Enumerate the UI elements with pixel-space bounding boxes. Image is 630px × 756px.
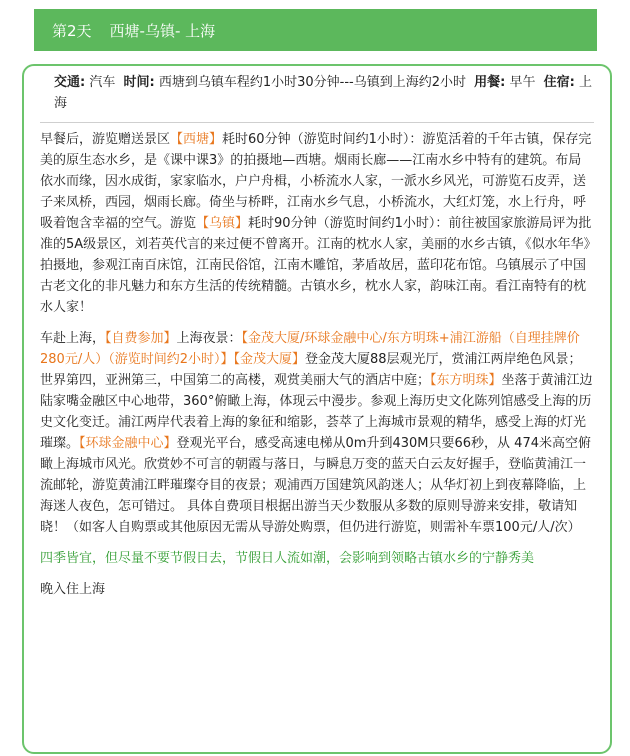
highlight-pearl-tower: 【东方明珠】	[430, 373, 502, 388]
text-segment: 坐落于黄浦江边陆家嘴金融区中心地带，360°俯瞰上海，体现云中漫步。参观上海历史文化陈列馆感受上海的历史文化变迁。浦江两岸代表着上海的象征和缩影，荟萃了上海城市景观的精华，感受上海的灯光璀璨。	[40, 373, 593, 451]
highlight-package: 【金茂大厦/环球金融中心/东方明珠+浦江游船（自理挂牌价280元/人）（游览时间约2小时）】	[40, 331, 580, 367]
text-segment: 耗时90分钟（游览时间约1小时）：前往被国家旅游局评为批准的5A级景区，刘若英代言的来过便不曾离开。江南的枕水人家，美丽的水乡古镇，《似水年华》拍摄地，参观江南百床馆，江南民俗馆，江南木雕馆，茅盾故居，蓝印花布馆。乌镇展示了中国古老文化的非凡魅力和东方生活的传统精髓。古镇水乡，枕水人家，韵味江南。看江南特有的枕水人家！	[40, 216, 592, 315]
highlight-wuzhen: 【乌镇】	[196, 216, 249, 231]
transport-label: 交通:	[54, 75, 86, 90]
season-note: 四季皆宜，但尽量不要节假日去，节假日人流如潮，会影响到领略古镇水乡的宁静秀美	[40, 551, 535, 566]
transport-value: 汽车	[89, 75, 116, 90]
itinerary-card	[22, 64, 612, 754]
text-segment: 上海夜景：	[176, 331, 242, 346]
meal-value: 早午	[509, 75, 536, 90]
stay-value: 上海	[54, 75, 593, 111]
highlight-jinmao: 【金茂大厦】	[233, 352, 305, 367]
day-header	[34, 9, 597, 51]
meal-label: 用餐:	[474, 75, 506, 90]
divider	[40, 122, 594, 123]
trip-info	[40, 72, 594, 114]
overnight-note: 晚入住上海	[40, 582, 106, 597]
time-label: 时间:	[123, 75, 155, 90]
highlight-optional: 【自费参加】	[105, 331, 177, 346]
paragraph-shanghai-night	[40, 328, 594, 538]
day-number: 第2天	[52, 21, 92, 40]
paragraph-xitang-wuzhen	[40, 129, 594, 318]
text-segment: 早餐后，游览赠送景区	[40, 132, 171, 147]
stay-label: 住宿:	[543, 75, 575, 90]
text-segment: 车赴上海，	[40, 331, 106, 346]
highlight-xitang: 【西塘】	[170, 132, 223, 147]
time-value: 西塘到乌镇车程约1小时30分钟---乌镇到上海约2小时	[158, 75, 467, 90]
highlight-swfc: 【环球金融中心】	[79, 436, 177, 451]
day-route: 西塘-乌镇- 上海	[109, 21, 216, 40]
text-segment: 登观光平台，感受高速电梯从0m升到430M只要66秒，从 474米高空俯瞰上海城市风光。欣赏妙不可言的朝霞与落日，与瞬息万变的蓝天白云友好握手，登临黄浦江一流邮轮，游览黄浦江畔璀璨夺目的夜景；观浦西万国建筑风韵迷人；从华灯初上到夜幕降临，上海迷人夜色，怎可错过。 具体自费项目根据出游当天少数服从多数的原则导游来安排，敬请知晓！（如客人自购票或其他原因无需从导游处购票，但仍进行游览，则需补车票100元/人/次）	[40, 436, 591, 535]
text-segment: 耗时60分钟（游览时间约1小时）：游览活着的千年古镇，保存完美的原生态水乡，是《课中课3》的拍摄地—西塘。烟雨长廊——江南水乡中特有的建筑。布局依水而缘，因水成街，家家临水，户户舟楫，小桥流水人家，一派水乡风光，可游览石皮弄，送子来凤桥，西园，烟雨长廊。倚坐与桥畔，江南水乡气息，小桥流水，大红灯笼，水上行舟，呼吸着饱含幸福的空气。游览	[40, 132, 592, 231]
text-segment: 登金茂大厦88层观光厅，赏浦江两岸绝色风景；世界第四，亚洲第三，中国第二的高楼，观赏美丽大气的酒店中庭；	[40, 352, 582, 388]
